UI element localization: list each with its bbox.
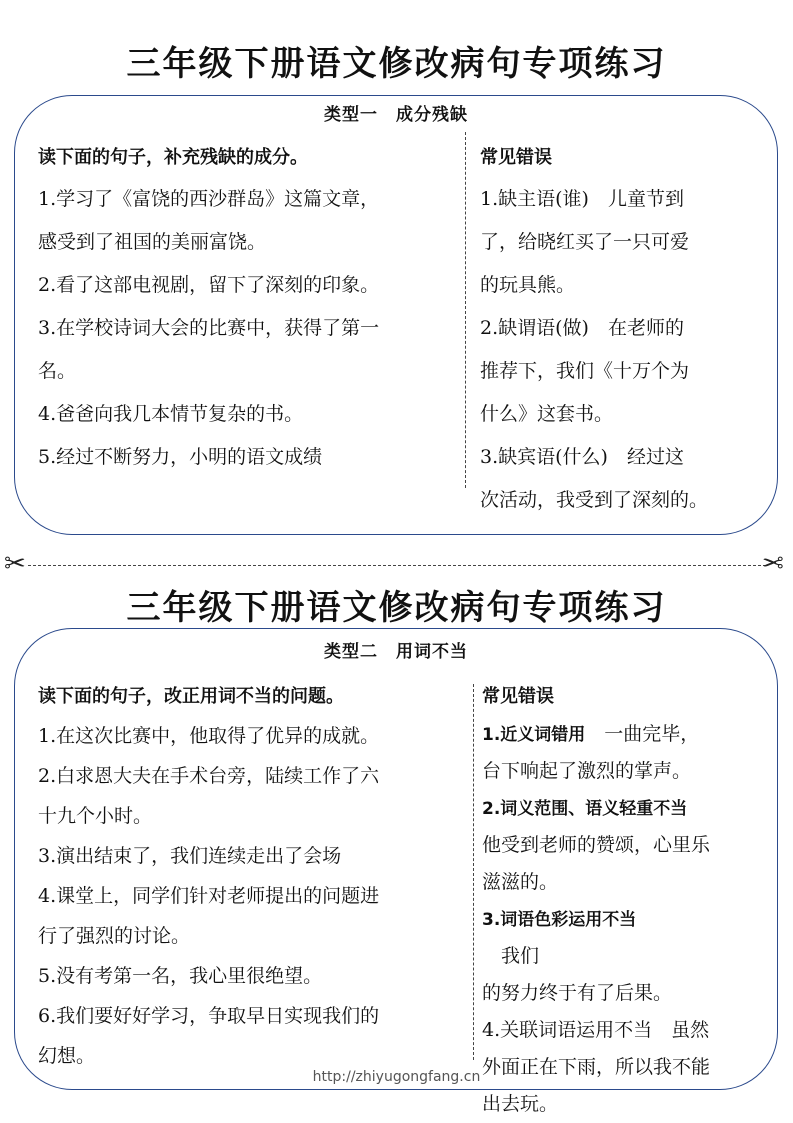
errors-list	[480, 178, 752, 522]
list-item	[482, 790, 758, 901]
error-text: 一曲完毕，	[585, 723, 700, 745]
type-label: 类型二 用词不当	[324, 642, 468, 662]
text-line: 行了强烈的讨论。	[38, 925, 191, 947]
list-item	[482, 716, 758, 790]
instruction: 读下面的句子，改正用词不当的问题。	[38, 686, 344, 707]
list-item	[482, 901, 758, 1012]
list-item	[38, 178, 458, 264]
list-item	[38, 393, 458, 436]
text-line: 6.我们要好好学习，争取早日实现我们的	[38, 1005, 380, 1027]
text-line: 的努力终于有了后果。	[482, 982, 673, 1004]
source-url: http://zhiyugongfang.cn	[312, 1069, 481, 1085]
list-item	[480, 178, 752, 307]
text-line: 3.在学校诗词大会的比赛中，获得了第一	[38, 317, 380, 339]
list-item	[38, 876, 466, 956]
text-line: 推荐下，我们《十万个为	[480, 360, 690, 382]
list-item	[38, 996, 466, 1076]
errors-column-1	[480, 138, 752, 522]
error-label: 3.词语色彩运用不当	[482, 910, 637, 930]
text-line: 5.没有考第一名，我心里很绝望。	[38, 965, 323, 987]
error-label: 1.近义词错用	[482, 725, 586, 745]
text-line	[482, 901, 758, 938]
list-item	[38, 264, 458, 307]
text-line: 1.在这次比赛中，他取得了优异的成就。	[38, 725, 380, 747]
text-line: 滋滋的。	[482, 871, 559, 893]
text-line: 2.白求恩大夫在手术台旁，陆续工作了六	[38, 765, 380, 787]
error-label: 2.词义范围、语义轻重不当	[482, 799, 688, 819]
text-line: 感受到了祖国的美丽富饶。	[38, 231, 267, 253]
list-item	[38, 436, 458, 479]
text-line: 5.经过不断努力，小明的语文成绩	[38, 446, 323, 468]
list-item	[38, 716, 466, 756]
text-line: 外面正在下雨，所以我不能	[482, 1056, 711, 1078]
exercise-column-2	[38, 678, 466, 1076]
list-item	[480, 307, 752, 436]
text-line: 2.缺谓语(做) 在老师的	[480, 317, 684, 339]
column-divider	[473, 684, 474, 1060]
exercise-column-1	[38, 138, 458, 479]
text-line: 出去玩。	[482, 1093, 559, 1115]
text-line: 什么》这套书。	[480, 403, 614, 425]
list-item	[480, 436, 752, 522]
list-item	[38, 307, 458, 393]
cut-line	[28, 565, 766, 566]
text-line: 我们	[482, 945, 540, 967]
page-title-2: 三年级下册语文修改病句专项练习	[126, 588, 667, 628]
text-line	[482, 790, 758, 827]
text-line: 3.缺宾语(什么) 经过这	[480, 446, 684, 468]
text-line: 4.关联词语运用不当 虽然	[482, 1019, 710, 1041]
errors-list	[482, 716, 758, 1123]
text-line: 了，给晓红买了一只可爱	[480, 231, 690, 253]
type-label: 类型一 成分残缺	[324, 105, 468, 125]
text-line: 1.学习了《富饶的西沙群岛》这篇文章，	[38, 188, 380, 210]
list-item	[38, 756, 466, 836]
text-line: 4.爸爸向我几本情节复杂的书。	[38, 403, 304, 425]
text-line: 台下响起了激烈的掌声。	[482, 760, 692, 782]
text-line: 2.看了这部电视剧，留下了深刻的印象。	[38, 274, 380, 296]
errors-heading: 常见错误	[482, 686, 554, 707]
instruction: 读下面的句子，补充残缺的成分。	[38, 147, 308, 168]
text-line: 4.课堂上，同学们针对老师提出的问题进	[38, 885, 380, 907]
text-line: 幻想。	[38, 1045, 96, 1067]
text-line: 名。	[38, 360, 77, 382]
text-line: 他受到老师的赞颂，心里乐	[482, 834, 711, 856]
text-line: 3.演出结束了，我们连续走出了会场	[38, 845, 342, 867]
errors-heading: 常见错误	[480, 147, 552, 168]
text-line: 次活动，我受到了深刻的。	[480, 489, 709, 511]
scissors-icon: ✂	[762, 549, 784, 579]
exercise-list	[38, 178, 458, 479]
exercise-list	[38, 716, 466, 1076]
list-item	[38, 836, 466, 876]
scissors-icon: ✂	[4, 549, 26, 579]
list-item	[38, 956, 466, 996]
column-divider	[465, 132, 466, 488]
text-line: 十九个小时。	[38, 805, 153, 827]
text-line: 1.缺主语(谁) 儿童节到	[480, 188, 684, 210]
page-title-1: 三年级下册语文修改病句专项练习	[126, 44, 667, 84]
list-item	[482, 1012, 758, 1123]
text-line: 的玩具熊。	[480, 274, 576, 296]
errors-column-2	[482, 678, 758, 1123]
text-line	[482, 716, 758, 753]
